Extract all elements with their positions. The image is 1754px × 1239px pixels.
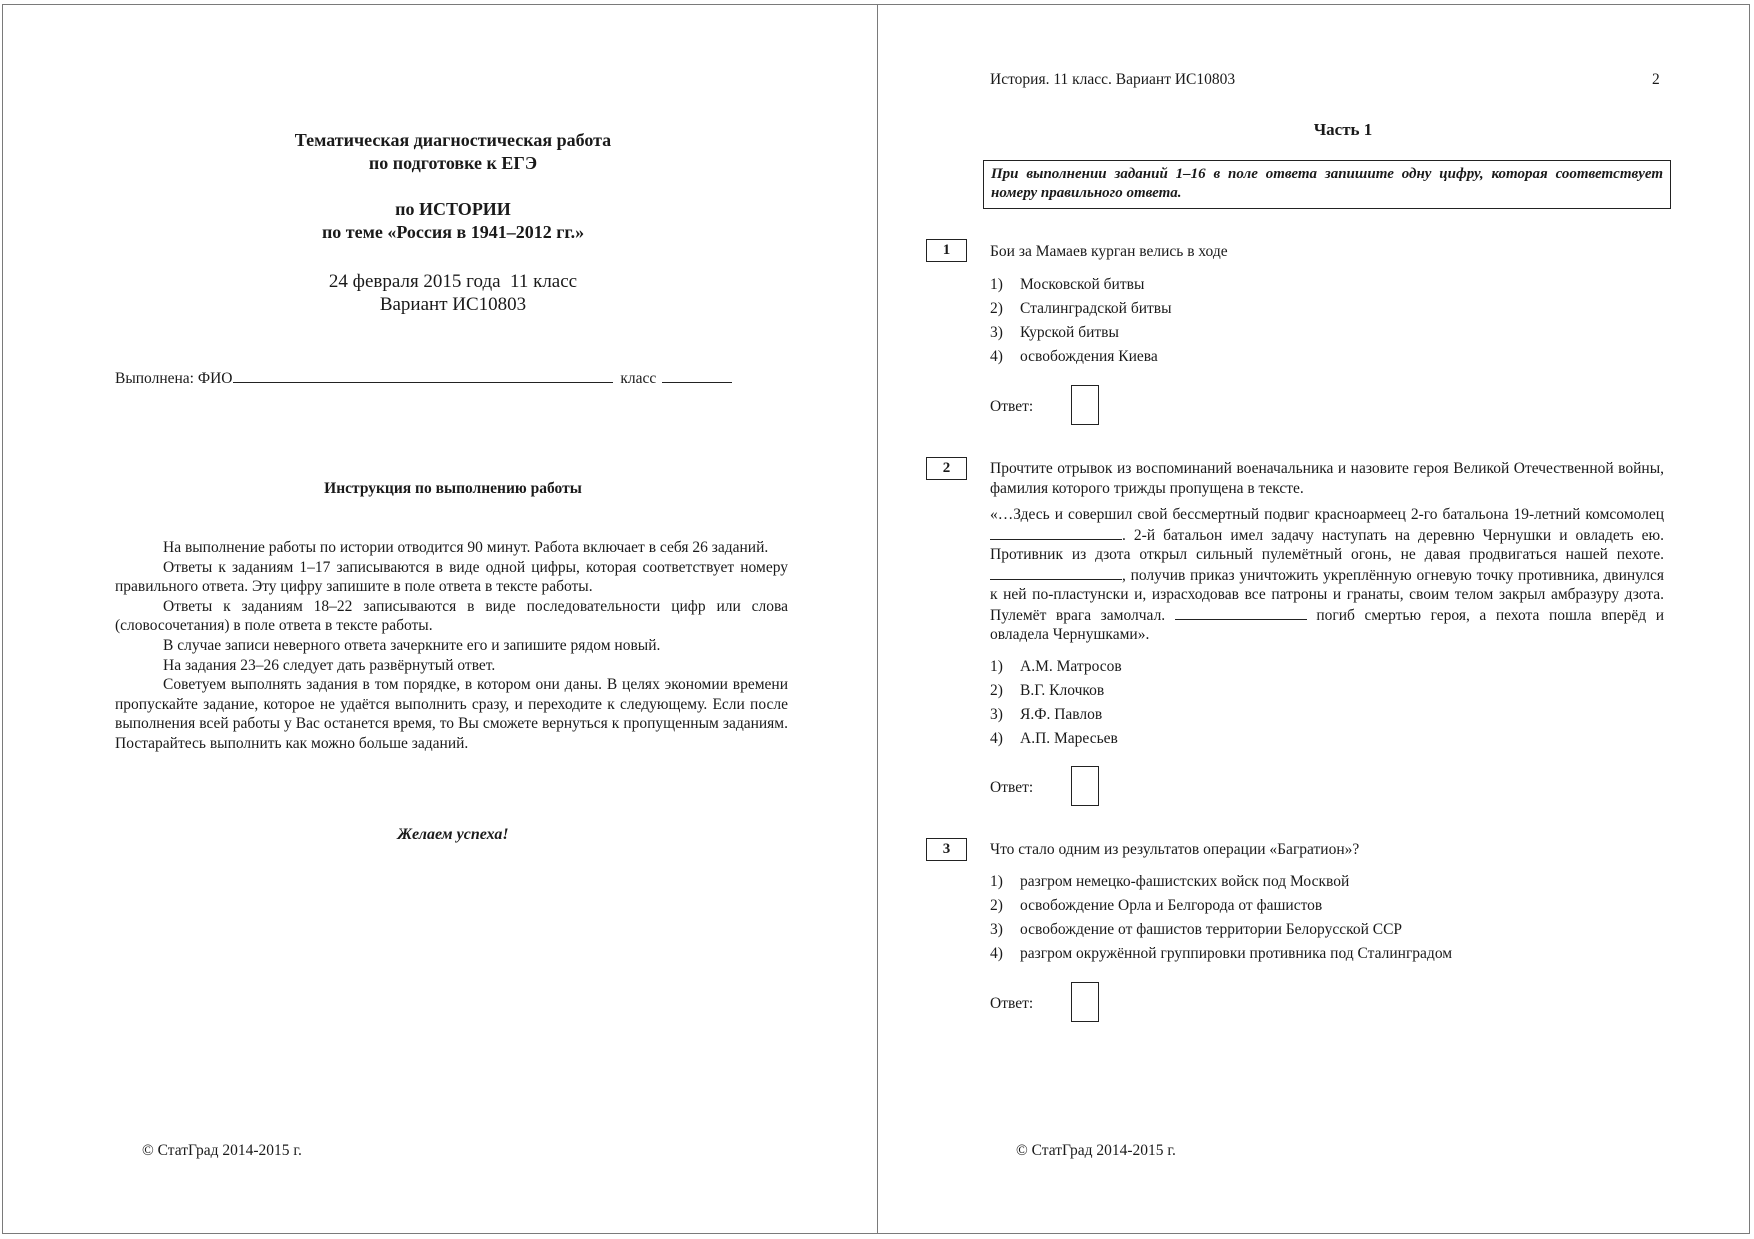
answer-option: [990, 920, 1402, 939]
subject-line: по ИСТОРИИ: [395, 199, 511, 219]
left-page: [2, 4, 878, 1234]
instruction-box: При выполнении заданий 1–16 в поле ответа запишите одну цифру, которая соответствует номеру правильного ответа.: [983, 160, 1671, 209]
done-label: Выполнена: ФИО: [115, 370, 233, 387]
right-page: [877, 4, 1750, 1234]
option-number: 2): [990, 682, 1003, 699]
answer-field[interactable]: [1071, 766, 1099, 806]
instruction-heading: Инструкция по выполнению работы: [324, 480, 582, 497]
option-number: 1): [990, 658, 1003, 675]
option-number: 1): [990, 873, 1003, 890]
instruction-paragraph: На выполнение работы по истории отводится 90 минут. Работа включает в себя 26 заданий.: [163, 539, 769, 556]
instruction-paragraph: Ответы к заданиям 18–22 записываются в виде последовательности цифр или слова (словосочетания) в поле ответа в тексте работы.: [115, 597, 788, 635]
answer-option: [990, 347, 1158, 366]
question-text: Что стало одним из результатов операции «Багратион»?: [990, 841, 1360, 858]
quote-part: , получив приказ уничтожить укреплённую огневую точку противника, двинулся к ней по-пластунски и, израсходовав все патроны и гранаты, своим телом закрыл амбразуру дзота. Пулемёт врага замолчал.: [990, 566, 1664, 624]
part-title: Часть 1: [1313, 120, 1373, 139]
answer-option: [990, 896, 1322, 915]
date-block: [3, 270, 903, 316]
question-text: Бои за Мамаев курган велись в ходе: [990, 243, 1228, 260]
option-number: 2): [990, 897, 1003, 914]
option-text: освобождения Киева: [1020, 348, 1158, 365]
option-text: Сталинградской битвы: [1020, 300, 1172, 317]
answer-option: [990, 705, 1102, 724]
page-header: История. 11 класс. Вариант ИС10803: [990, 71, 1236, 88]
date-line: 24 февраля 2015 года 11 класс: [328, 271, 578, 292]
student-info-row: [115, 368, 732, 388]
answer-label: Ответ:: [990, 398, 1034, 415]
option-number: 3): [990, 921, 1003, 938]
footer-copyright: © СтатГрад 2014-2015 г.: [1016, 1142, 1176, 1159]
option-text: Я.Ф. Павлов: [1020, 706, 1103, 723]
answer-option: [990, 944, 1452, 963]
variant-line: Вариант ИС10803: [379, 294, 527, 315]
subject: [3, 198, 903, 244]
quote-part: погиб смертью героя, а пехота пошла вперёд и овладела Чернушками».: [990, 606, 1664, 643]
answer-label: Ответ:: [990, 779, 1034, 796]
option-text: Московской битвы: [1020, 276, 1145, 293]
footer-copyright: © СтатГрад 2014-2015 г.: [142, 1142, 302, 1159]
task-number-box: 1: [926, 239, 967, 262]
option-number: 3): [990, 324, 1003, 341]
option-text: В.Г. Клочков: [1020, 682, 1105, 699]
option-number: 4): [990, 945, 1003, 962]
answer-field[interactable]: [1071, 982, 1099, 1022]
option-number: 3): [990, 706, 1003, 723]
quote-blank: [1175, 605, 1307, 620]
title-line-1: Тематическая диагностическая работа: [294, 130, 612, 150]
quote-text: [990, 505, 1664, 645]
wish-text: Желаем успеха!: [397, 826, 509, 843]
instruction-paragraph: В случае записи неверного ответа зачеркните его и запишите рядом новый.: [163, 636, 661, 654]
option-text: освобождение от фашистов территории Белорусской ССР: [1020, 921, 1403, 938]
option-number: 2): [990, 300, 1003, 317]
instruction-paragraph: Советуем выполнять задания в том порядке, в котором они даны. В целях экономии времени пропускайте задание, которое не удаётся выполнить сразу, и переходите к следующему. Если после выполнения всей работы у Вас останется время, то Вы сможете вернуться к пропущенным заданиям. Постарайтесь выполнить как можно больше заданий.: [115, 676, 788, 752]
answer-label: Ответ:: [990, 995, 1034, 1012]
option-text: А.П. Маресьев: [1020, 730, 1118, 747]
title: [3, 129, 903, 175]
instruction-paragraph: На задания 23–26 следует дать развёрнутый ответ.: [163, 656, 496, 674]
answer-option: [990, 299, 1172, 318]
answer-option: [990, 323, 1119, 342]
quote-blank: [990, 525, 1122, 540]
answer-field[interactable]: [1071, 385, 1099, 425]
question-text: Прочтите отрывок из воспоминаний военачальника и назовите героя Великой Отечественной войны, фамилия которого трижды пропущена в тексте.: [990, 460, 1664, 497]
option-text: освобождение Орла и Белгорода от фашистов: [1020, 897, 1323, 914]
answer-option: [990, 729, 1118, 748]
option-text: Курской битвы: [1020, 324, 1119, 341]
instruction-text: [115, 538, 788, 754]
answer-option: [990, 681, 1104, 700]
option-number: 1): [990, 276, 1003, 293]
option-text: разгром окружённой группировки противника под Сталинградом: [1020, 945, 1453, 962]
answer-option: [990, 657, 1122, 676]
class-field[interactable]: [662, 368, 732, 383]
fio-field[interactable]: [233, 368, 613, 383]
quote-blank: [990, 565, 1122, 580]
option-text: А.М. Матросов: [1020, 658, 1122, 675]
topic-line: по теме «Россия в 1941–2012 гг.»: [321, 222, 585, 242]
page-number: 2: [1652, 71, 1660, 88]
answer-option: [990, 275, 1144, 294]
answer-option: [990, 872, 1349, 891]
task-number-box: 3: [926, 838, 967, 861]
option-number: 4): [990, 730, 1003, 747]
class-label: класс: [620, 370, 657, 387]
quote-part: «…Здесь и совершил свой бессмертный подвиг красноармеец 2-го батальона 19-летний комсомолец: [990, 506, 1664, 523]
instruction-paragraph: Ответы к заданиям 1–17 записываются в виде одной цифры, которая соответствует номеру правильного ответа. Эту цифру запишите в поле ответа в тексте работы.: [115, 558, 788, 596]
title-line-2: по подготовке к ЕГЭ: [368, 153, 538, 173]
task-number-box: 2: [926, 457, 967, 480]
option-number: 4): [990, 348, 1003, 365]
option-text: разгром немецко-фашистских войск под Москвой: [1020, 873, 1350, 890]
quote-part: . 2-й батальон имел задачу наступать на деревню Чернушки и овладеть ею. Противник из дзота открыл сильный пулемётный огонь, не давая продвигаться нашей пехоте.: [990, 526, 1664, 563]
